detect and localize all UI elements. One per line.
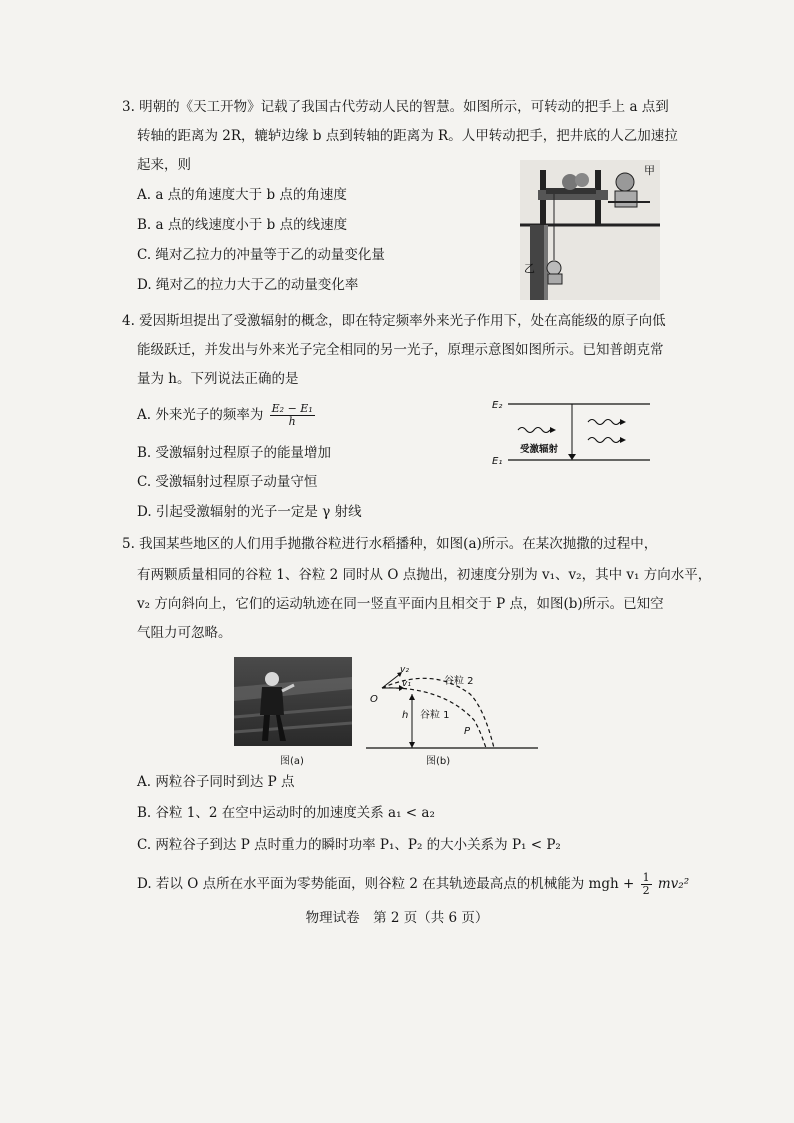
q3-option-d: D. 绳对乙的拉力大于乙的动量变化率 xyxy=(137,277,359,293)
q5-stem-line1: 5. 我国某些地区的人们用手抛撒谷粒进行水稻播种，如图(a)所示。在某次抛撒的过程中， xyxy=(122,536,658,552)
q3-stem-line1: 3. 明朝的《天工开物》记载了我国古代劳动人民的智慧。如图所示，可转动的把手上 a 点到 xyxy=(122,99,669,115)
q5-option-d-numerator: 1 xyxy=(642,871,650,884)
q4-fig-e1-label: E₁ xyxy=(492,456,503,467)
q3-option-a: A. a 点的角速度大于 b 点的角速度 xyxy=(137,187,347,203)
q4-fig-stimulated-label: 受激辐射 xyxy=(520,444,559,455)
q3-stem-line3: 起来，则 xyxy=(137,157,191,173)
q4-option-a-fraction xyxy=(270,403,315,428)
q5-fig-v1-label: v₁ xyxy=(402,679,411,689)
q4-option-a-denominator: h xyxy=(288,415,296,428)
q4-stem-line3: 量为 h。下列说法正确的是 xyxy=(137,371,299,387)
q4-option-b: B. 受激辐射过程原子的能量增加 xyxy=(137,445,332,461)
q5-option-d-fraction xyxy=(641,872,652,897)
q5-stem-line3: v₂ 方向斜向上，它们的运动轨迹在同一竖直平面内且相交于 P 点，如图(b)所示。已知空 xyxy=(137,596,664,612)
q5-stem-line2: 有两颗质量相同的谷粒 1、谷粒 2 同时从 O 点抛出，初速度分别为 v₁、v₂，其中 v₁ 方向水平， xyxy=(137,567,712,583)
q3-fig-label-yi: 乙 xyxy=(524,262,535,275)
q5-option-d-text: D. 若以 O 点所在水平面为零势能面，则谷粒 2 在其轨迹最高点的机械能为 mgh + xyxy=(137,876,635,892)
q5-fig-grain2-label: 谷粒 2 xyxy=(444,676,474,687)
q3-fig-label-jia: 甲 xyxy=(644,164,655,177)
q3-option-b: B. a 点的线速度小于 b 点的线速度 xyxy=(137,217,348,233)
q4-fig-e2-label: E₂ xyxy=(492,400,503,411)
q4-option-a xyxy=(137,403,317,428)
q5-option-c: C. 两粒谷子到达 P 点时重力的瞬时功率 P₁、P₂ 的大小关系为 P₁ < P₂ xyxy=(137,837,561,853)
q4-stem-line1: 4. 爱因斯坦提出了受激辐射的概念，即在特定频率外来光子作用下，处在高能级的原子向低 xyxy=(122,313,666,329)
q4-stimulated-emission-diagram xyxy=(490,396,655,468)
q5-option-d xyxy=(137,872,689,897)
q4-option-a-numerator: E₂ − E₁ xyxy=(271,402,313,415)
q4-option-a-text: A. 外来光子的频率为 xyxy=(137,407,264,423)
q5-option-b: B. 谷粒 1、2 在空中运动时的加速度关系 a₁ < a₂ xyxy=(137,805,435,821)
q3-stem-line2: 转轴的距离为 2R，辘轳边缘 b 点到转轴的距离为 R。人甲转动把手，把井底的人乙加速拉 xyxy=(137,128,678,144)
q5-fig-grain1-label: 谷粒 1 xyxy=(420,710,450,721)
q3-well-windlass-figure xyxy=(520,160,660,300)
q4-option-c: C. 受激辐射过程原子动量守恒 xyxy=(137,474,318,490)
q5-fig-o-label: O xyxy=(370,694,378,705)
q5-fig-p-label: P xyxy=(464,726,471,737)
q4-option-d: D. 引起受激辐射的光子一定是 γ 射线 xyxy=(137,504,362,520)
page-footer: 物理试卷 第 2 页（共 6 页） xyxy=(305,910,489,926)
q5-caption-a: 图(a) xyxy=(280,756,304,767)
q5-fig-h-label: h xyxy=(402,710,409,721)
q5-caption-b: 图(b) xyxy=(426,756,451,767)
q5-option-d-denominator: 2 xyxy=(642,884,650,897)
q5-stem-line4: 气阻力可忽略。 xyxy=(137,625,232,641)
q5-trajectory-diagram xyxy=(362,660,542,756)
q5-figure-a-photo xyxy=(234,657,352,746)
q5-option-a: A. 两粒谷子同时到达 P 点 xyxy=(137,774,295,790)
q4-stem-line2: 能级跃迁，并发出与外来光子完全相同的另一光子，原理示意图如图所示。已知普朗克常 xyxy=(137,342,664,358)
q5-option-d-suffix: mv₂² xyxy=(657,876,690,892)
q5-fig-v2-label: v₂ xyxy=(400,665,409,675)
q3-option-c: C. 绳对乙拉力的冲量等于乙的动量变化量 xyxy=(137,247,385,263)
